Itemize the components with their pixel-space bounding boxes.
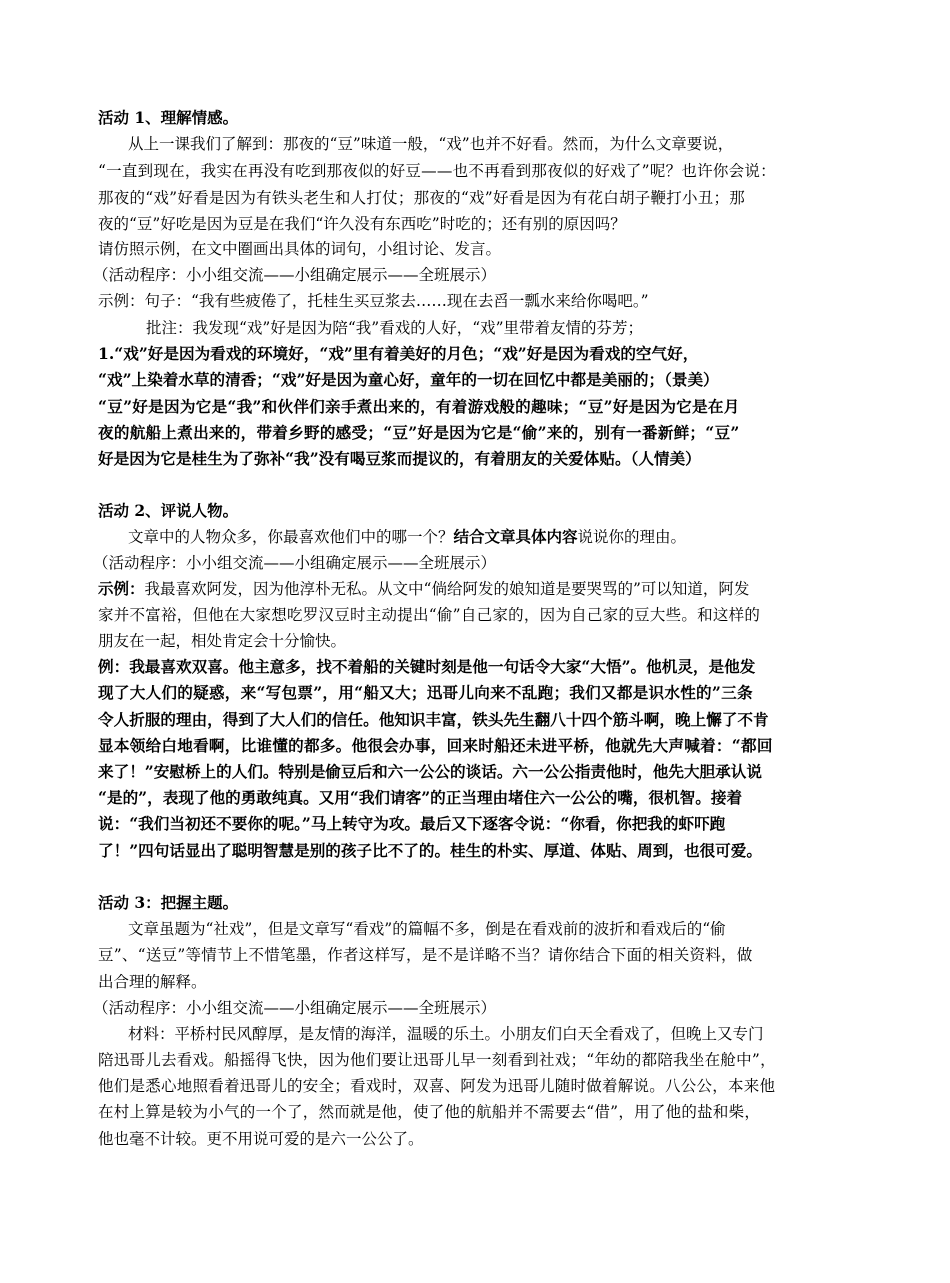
answer-line: 现了大人们的疑惑，来“写包票”，用“船又大；迅哥儿向来不乱跑；我们又都是识水性的”三条: [98, 683, 753, 702]
paragraph-line: 出合理的解释。: [98, 973, 207, 991]
section-heading-2: 活动 2、评说人物。: [98, 501, 239, 520]
paragraph-line: 那夜的“戏”好看是因为有铁头老生和人打仗；那夜的“戏”好看是因为有花白胡子鞭打小丑；那: [98, 189, 745, 207]
question-text: 说说你的理由。: [577, 528, 687, 546]
answer-line: 夜的航船上煮出来的，带着乡野的感受；“豆”好是因为它是“偷”来的，别有一番新鲜；“豆”: [98, 423, 740, 442]
paragraph-line: 豆”、“送豆”等情节上不惜笔墨，作者这样写，是不是详略不当？请你结合下面的相关资料，做: [98, 946, 753, 964]
material-line: 在村上算是较为小气的一个了，然而就是他，使了他的航船并不需要去“借”，用了他的盐和柴，: [98, 1103, 761, 1121]
answer-line: “豆”好是因为它是“我”和伙伴们亲手煮出来的，有着游戏般的趣味；“豆”好是因为它是在月: [98, 397, 740, 416]
answer-line: 显本领给白地看啊，比谁懂的都多。他很会办事，回来时船还未进平桥，他就先大声喊着：“都回: [98, 736, 773, 755]
paragraph-line: “一直到现在，我实在再没有吃到那夜似的好豆——也不再看到那夜似的好戏了”呢？也许你会说：: [98, 162, 776, 180]
example-label: 示例：: [98, 579, 145, 598]
example-sentence: 示例：句子：“我有些疲倦了，托桂生买豆浆去……现在去舀一瓢水来给你喝吧。”: [98, 292, 649, 310]
answer-line: “是的”，表现了他的勇敢纯真。又用“我们请客”的正当理由堵住六一公公的嘴，很机智。接着: [98, 788, 743, 807]
section-heading-3: 活动 3：把握主题。: [98, 893, 239, 912]
example-line: 朋友在一起，相处肯定会十分愉快。: [98, 632, 347, 650]
section-heading-1: 活动 1、理解情感。: [98, 108, 239, 127]
example-annotation: 批注：我发现“戏”好是因为陪“我”看戏的人好，“戏”里带着友情的芬芳；: [146, 319, 644, 337]
answer-line: 好是因为它是桂生为了弥补“我”没有喝豆浆而提议的，有着朋友的关爱体贴。（人情美）: [98, 449, 701, 468]
answer-line: “戏”上染着水草的清香；“戏”好是因为童心好，童年的一切在回忆中都是美丽的；（景美）: [98, 370, 719, 389]
paragraph-line: [128, 524, 686, 550]
answer-line: 1.“戏”好是因为看戏的环境好，“戏”里有着美好的月色；“戏”好是因为看戏的空气好，: [98, 344, 699, 363]
paragraph-line: 从上一课我们了解到：那夜的“豆”味道一般，“戏”也并不好看。然而，为什么文章要说，: [128, 135, 734, 153]
question-text: 文章中的人物众多，你最喜欢他们中的哪一个？: [128, 528, 454, 546]
paragraph-line: 夜的“豆”好吃是因为豆是在我们“许久没有东西吃”时吃的；还有别的原因吗？: [98, 215, 626, 233]
question-emphasis: 结合文章具体内容: [453, 527, 578, 546]
answer-line: 说：“我们当初还不要你的呢。”马上转守为攻。最后又下逐客令说：“你看，你把我的虾吓跑: [98, 814, 726, 833]
answer-line: 来了！”安慰桥上的人们。特别是偷豆后和六一公公的谈话。六一公公指责他时，他先大胆承认说: [98, 762, 762, 781]
task-instruction: 请仿照示例，在文中圈画出具体的词句，小组讨论、发言。: [98, 240, 502, 258]
material-line: 陪迅哥儿去看戏。船摇得飞快，因为他们要让迅哥儿早一刻看到社戏；“年幼的都陪我坐在舱中”，: [98, 1051, 776, 1069]
activity-procedure: （活动程序：小小组交流——小组确定展示——全班展示）: [93, 999, 497, 1017]
example-line: 家并不富裕，但他在大家想吃罗汉豆时主动提出“偷”自己家的，因为自己家的豆大些。和这样的: [98, 606, 761, 624]
material-line: 材料：平桥村民风醇厚，是友情的海洋，温暖的乐土。小朋友们白天全看戏了，但晚上又专门: [128, 1025, 764, 1043]
answer-line: 令人折服的理由，得到了大人们的信任。他知识丰富，铁头先生翻八十四个筋斗啊，晚上懈了不肯: [98, 710, 769, 729]
material-line: 他也毫不计较。更不用说可爱的是六一公公了。: [98, 1130, 424, 1148]
answer-line: 例：我最喜欢双喜。他主意多，找不着船的关键时刻是他一句话令大家“大悟”。他机灵，是他发: [98, 657, 756, 676]
example-text: 我最喜欢阿发，因为他淳朴无私。从文中“倘给阿发的娘知道是要哭骂的”可以知道，阿发: [144, 580, 750, 598]
paragraph-line: 文章虽题为“社戏”，但是文章写“看戏”的篇幅不多，倒是在看戏前的波折和看戏后的“偷: [128, 920, 726, 938]
activity-procedure: （活动程序：小小组交流——小组确定展示——全班展示）: [93, 554, 497, 572]
example-line: [98, 576, 749, 602]
activity-procedure: （活动程序：小小组交流——小组确定展示——全班展示）: [93, 266, 497, 284]
answer-line: 了！”四句话显出了聪明智慧是别的孩子比不了的。桂生的朴实、厚道、体贴、周到，也很可爱。: [98, 841, 762, 860]
material-line: 他们是悉心地照看着迅哥儿的安全；看戏时，双喜、阿发为迅哥儿随时做着解说。八公公，本来他: [98, 1077, 776, 1095]
